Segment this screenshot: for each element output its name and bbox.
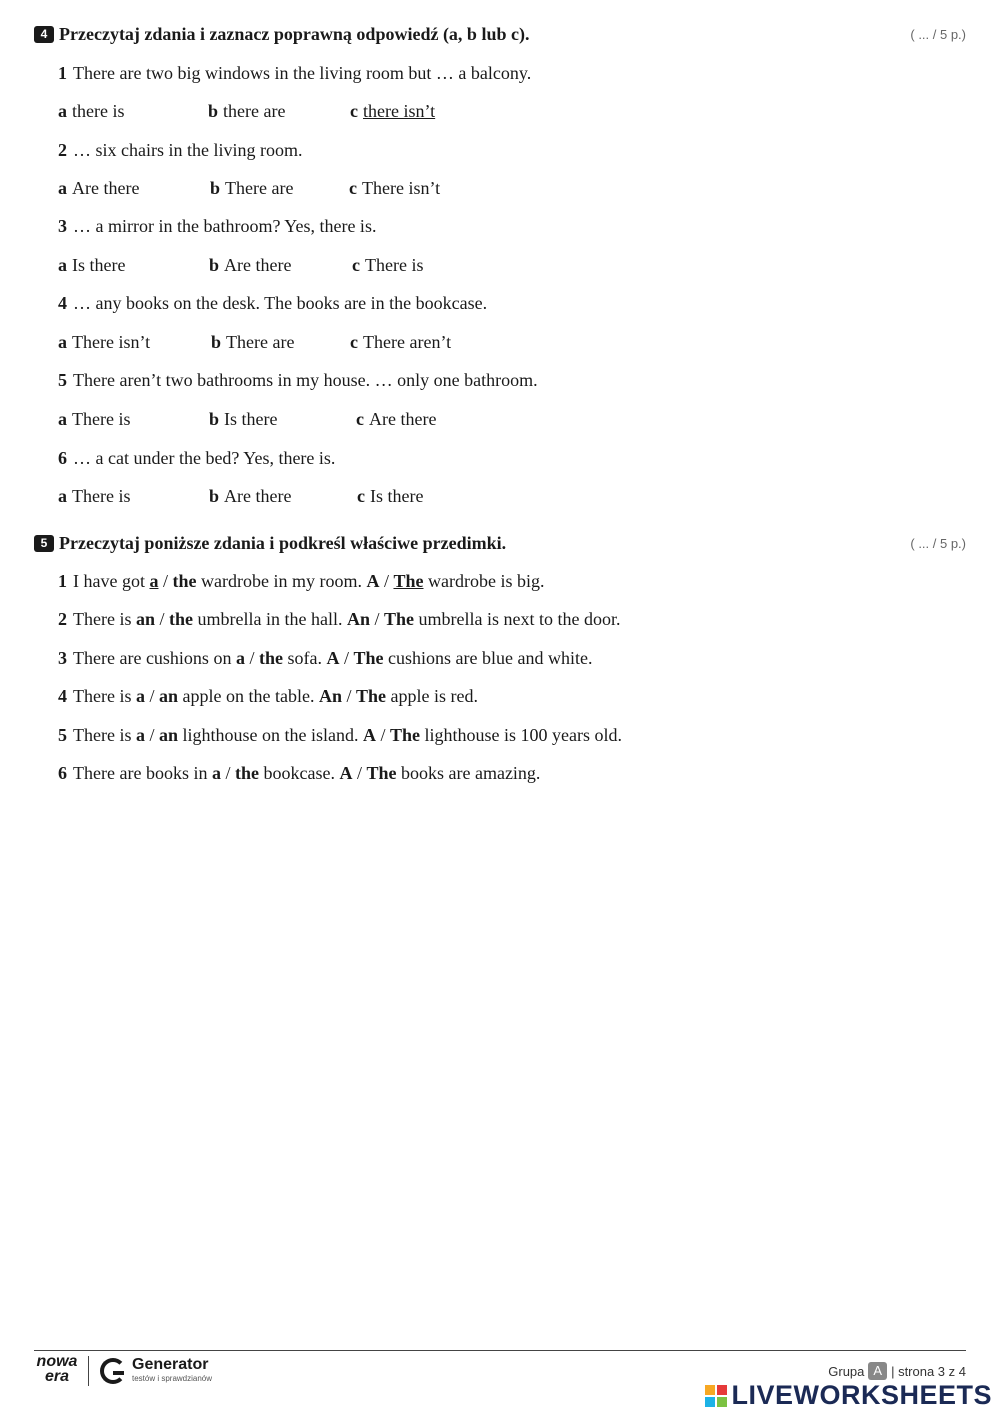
question-1-options [58,99,558,123]
article-choice[interactable]: The [366,763,397,783]
option-b[interactable]: b there are [208,101,286,121]
question-6 [58,446,335,470]
sentence-2: 2 There is an / the umbrella in the hall. An / The umbrella is next to the door. [58,609,621,629]
article-choice[interactable]: a [235,648,245,668]
question-number: 3 [58,216,67,236]
article-choice[interactable]: The [356,686,387,706]
question-number: 2 [58,140,67,160]
generator-g-icon [100,1358,126,1384]
option-c[interactable]: c Are there [356,409,437,429]
option-c[interactable]: c there isn’t [350,101,436,121]
question-2 [58,138,302,162]
question-text: There aren’t two bathrooms in my house. … only one bathroom. [73,370,538,390]
option-b[interactable]: b Are there [209,486,292,506]
article-choice[interactable]: the [169,609,194,629]
logo-separator [88,1356,89,1386]
page-number: | strona 3 z 4 [891,1363,966,1379]
option-a[interactable]: a There isn’t [58,332,151,352]
question-5-options [58,407,558,431]
nowa-era-logo: nowa era [36,1353,78,1385]
question-4 [58,291,487,315]
article-choice[interactable]: A [366,571,380,591]
article-choice[interactable]: The [353,648,384,668]
option-a[interactable]: a there is [58,101,125,121]
article-choice[interactable]: An [318,686,342,706]
option-a[interactable]: a There is [58,409,131,429]
article-choice[interactable]: A [363,725,376,745]
question-text: … six chairs in the living room. [73,140,303,160]
group-label: Grupa [828,1363,865,1379]
article-choice[interactable]: an [135,609,155,629]
task-4-title: Przeczytaj zdania i zaznacz poprawną odpowiedź (a, b lub c). [59,23,530,44]
article-choice[interactable]: a [149,571,159,591]
page-info [828,1362,966,1380]
question-1 [58,61,531,85]
task-5-points: ( ... / 5 p.) [910,535,966,551]
question-text: There are two big windows in the living room but … a balcony. [73,63,532,83]
option-c[interactable]: c Is there [357,486,424,506]
article-choice[interactable]: The [384,609,415,629]
article-choice[interactable]: a [135,725,145,745]
question-3 [58,214,376,238]
article-choice[interactable]: an [159,725,179,745]
article-choice[interactable]: a [211,763,221,783]
liveworksheets-text: LIVEWORKSHEETS [731,1380,992,1410]
task-4-number: 4 [34,26,54,43]
article-choice[interactable]: A [326,648,340,668]
generator-subtitle: testów i sprawdzianów [132,1374,213,1383]
article-choice[interactable]: the [258,648,283,668]
task-4-points: ( ... / 5 p.) [910,26,966,42]
question-number: 1 [58,63,67,83]
question-text: … a cat under the bed? Yes, there is. [73,448,336,468]
article-choice[interactable]: An [346,609,370,629]
generator-title: Generator [132,1356,209,1373]
liveworksheets-icon [705,1385,727,1407]
question-3-options [58,253,558,277]
question-4-options [58,330,558,354]
question-number: 6 [58,448,67,468]
sentence-1: 1 I have got a / the wardrobe in my room. A / The wardrobe is big. [58,571,545,591]
question-text: … any books on the desk. The books are in the bookcase. [73,293,488,313]
generator-logo [100,1354,212,1388]
question-6-options [58,484,558,508]
option-b[interactable]: b Is there [209,409,278,429]
article-choice[interactable]: a [135,686,145,706]
option-b[interactable]: b Are there [209,255,292,275]
option-a[interactable]: a Are there [58,178,140,198]
task-5-header [34,531,966,555]
article-choice[interactable]: the [234,763,259,783]
question-number: 4 [58,293,67,313]
task-4-header [34,22,966,46]
sentence-4: 4 There is a / an apple on the table. An / The apple is red. [58,686,478,706]
article-choice[interactable]: A [339,763,353,783]
sentence-3: 3 There are cushions on a / the sofa. A / The cushions are blue and white. [58,648,593,668]
option-b[interactable]: b There are [210,178,294,198]
article-choice[interactable]: The [390,725,421,745]
sentence-6: 6 There are books in a / the bookcase. A / The books are amazing. [58,763,541,783]
option-c[interactable]: c There is [352,255,424,275]
article-choice[interactable]: the [172,571,197,591]
question-2-options [58,176,558,200]
question-number: 5 [58,370,67,390]
question-text: … a mirror in the bathroom? Yes, there is. [73,216,377,236]
article-choice[interactable]: an [159,686,179,706]
sentence-5: 5 There is a / an lighthouse on the island. A / The lighthouse is 100 years old. [58,725,623,745]
group-badge: A [868,1362,887,1380]
option-c[interactable]: c There isn’t [349,178,441,198]
option-a[interactable]: a Is there [58,255,126,275]
article-choice[interactable]: The [393,571,424,591]
option-a[interactable]: a There is [58,486,131,506]
liveworksheets-logo[interactable] [705,1380,992,1411]
footer-divider [34,1350,966,1351]
task-5-number: 5 [34,535,54,552]
option-b[interactable]: b There are [211,332,295,352]
question-5 [58,368,538,392]
option-c[interactable]: c There aren’t [350,332,452,352]
task-5-title: Przeczytaj poniższe zdania i podkreśl właściwe przedimki. [59,532,507,553]
